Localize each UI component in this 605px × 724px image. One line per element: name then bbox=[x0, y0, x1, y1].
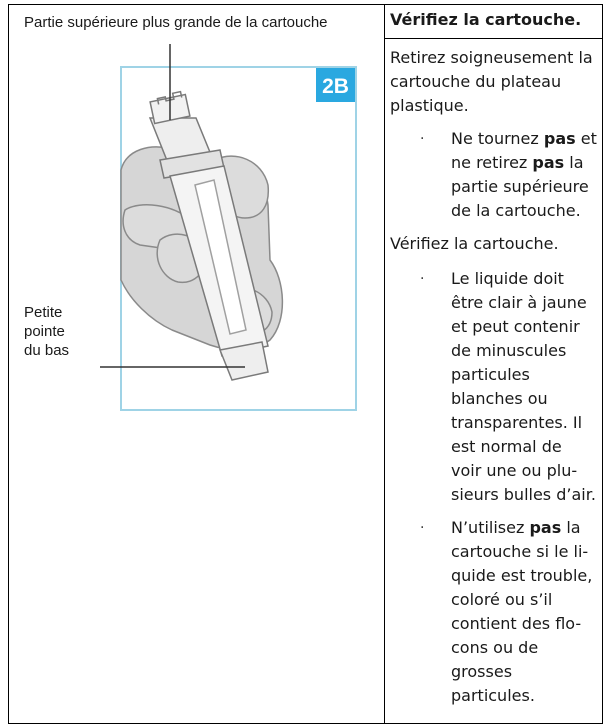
bullet-text: ne retirez bbox=[451, 153, 533, 172]
bullet-text: est normal de bbox=[451, 437, 562, 456]
bullet-do-not-use bbox=[451, 516, 601, 708]
bullet-text: cartouche si le li- bbox=[451, 542, 589, 561]
cartridge-illustration bbox=[0, 0, 380, 420]
bullet-text: Ne tournez bbox=[451, 129, 544, 148]
bullet-marker: · bbox=[420, 271, 425, 287]
bullet-text: sieurs bulles d’air. bbox=[451, 485, 596, 504]
intro-line: plastique. bbox=[390, 96, 469, 115]
bullet-text: particules. bbox=[451, 686, 535, 705]
bullet-marker: · bbox=[420, 520, 425, 536]
bullet-text: partie supérieure bbox=[451, 177, 589, 196]
header-divider bbox=[384, 38, 603, 39]
bullet-marker: · bbox=[420, 131, 425, 147]
check-paragraph bbox=[390, 232, 602, 256]
check-line: Vérifiez la cartouche. bbox=[390, 234, 559, 253]
bullet-text: la bbox=[564, 153, 584, 172]
top-part-label: Partie supérieure plus grande de la cartouche bbox=[24, 14, 328, 31]
bullet-text: de la cartouche. bbox=[451, 201, 581, 220]
bullet-text: de minuscules bbox=[451, 341, 567, 360]
bullet-text: être clair à jaune bbox=[451, 293, 587, 312]
bullet-text: quide est trouble, bbox=[451, 566, 593, 585]
bold-pas: pas bbox=[532, 153, 565, 172]
bullet-text: cons ou de bbox=[451, 638, 539, 657]
bullet-text: grosses bbox=[451, 662, 513, 681]
bullet-text: la bbox=[561, 518, 581, 537]
bullet-text: transparentes. Il bbox=[451, 413, 583, 432]
bottom-tip-label-line: du bas bbox=[24, 342, 70, 359]
bullet-text: particules bbox=[451, 365, 530, 384]
bold-pas: pas bbox=[543, 129, 576, 148]
bottom-tip-label-line: pointe bbox=[24, 323, 65, 340]
step-badge-text: 2B bbox=[322, 75, 349, 98]
intro-paragraph bbox=[390, 46, 602, 118]
bullet-do-not-twist bbox=[451, 127, 601, 223]
intro-line: cartouche du plateau bbox=[390, 72, 562, 91]
bullet-text: contient des flo- bbox=[451, 614, 582, 633]
bullet-text: blanches ou bbox=[451, 389, 548, 408]
bullet-text: voir une ou plu- bbox=[451, 461, 578, 480]
bullet-text: et bbox=[575, 129, 597, 148]
intro-line: Retirez soigneusement la bbox=[390, 48, 593, 67]
column-divider bbox=[384, 4, 385, 724]
bold-pas: pas bbox=[529, 518, 562, 537]
step-heading: Vérifiez la cartouche. bbox=[390, 10, 582, 29]
bullet-text: N’utilisez bbox=[451, 518, 530, 537]
bullet-text: et peut contenir bbox=[451, 317, 580, 336]
bullet-text: Le liquide doit bbox=[451, 269, 564, 288]
bottom-tip-label-line: Petite bbox=[24, 304, 63, 321]
bullet-text: coloré ou s’il bbox=[451, 590, 553, 609]
bullet-liquid-appearance bbox=[451, 267, 601, 507]
